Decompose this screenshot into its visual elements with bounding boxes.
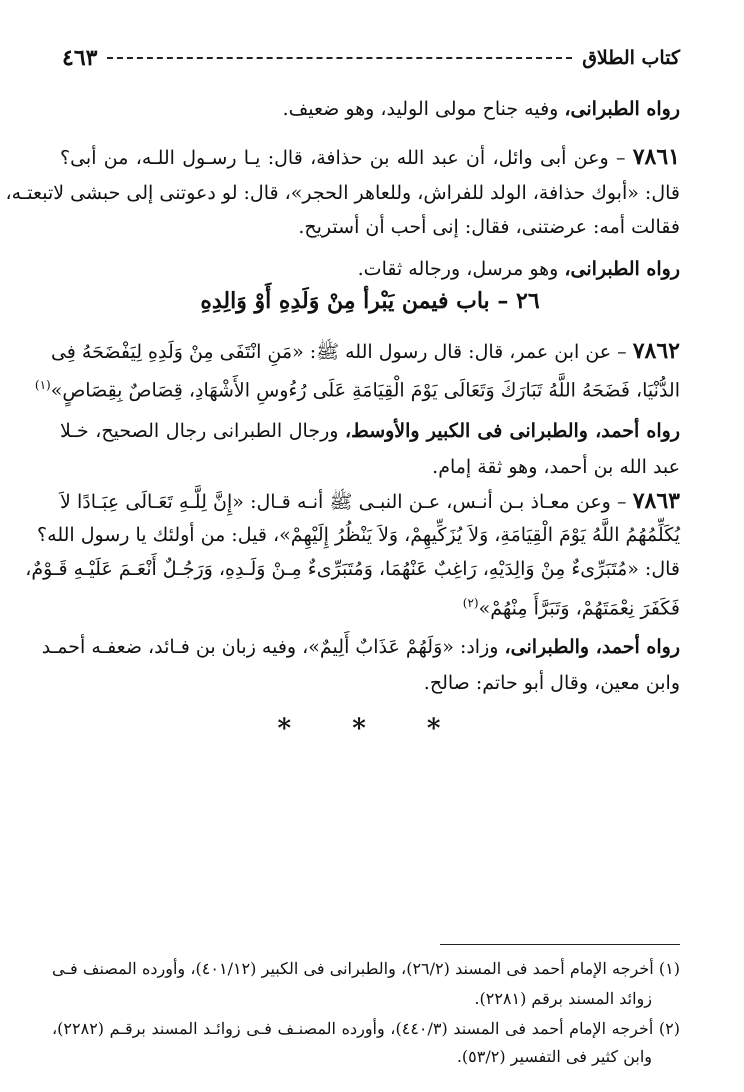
section-title: ٢٦ – باب فيمن يَبْرأ مِنْ وَلَدِهِ أَوْ وَالِدِهِ: [200, 288, 540, 314]
text-line: الدُّنْيَا، فَضَحَهُ اللَّهُ تَبَارَكَ وَتَعَالَى يَوْمَ الْقِيَامَةِ عَلَى رُءُوسِ الأَشْهَادِ، قِصَاصٌ بِقِصَاصٍ»$^{(١)}$: [34, 378, 680, 402]
footnote-ref: (٢): [462, 596, 479, 610]
text-line: فَكَفَرَ نِعْمَتَهُمْ، وَتَبَرَّأَ مِنْهُمْ»$^{(٢)}$: [462, 596, 680, 620]
hadith-7862-line: ٧٨٦٢ – عن ابن عمر، قال: قال رسول الله ﷺ: «مَنِ انْتَفَى مِنْ وَلَدِهِ لِيَفْضَحَهُ فِى: [50, 338, 680, 364]
text-line: عبد الله بن أحمد، وهو ثقة إمام.: [432, 456, 680, 478]
hadith-number: ٧٨٦٢: [632, 338, 680, 364]
page-number: ٤٦٣: [62, 45, 98, 71]
text-line: رواه أحمد، والطبرانى، وزاد: «وَلَهُمْ عَذَابٌ أَلِيمٌ»، وفيه زبان بن فـائد، ضعفـه أحمـد: [41, 636, 680, 658]
text-line: وابن معين، وقال أبو حاتم: صالح.: [423, 672, 680, 694]
hadith-7863-line: ٧٨٦٣ – وعن معـاذ بـن أنـس، عـن النبـى ﷺ أنـه قـال: «إِنَّ لِلَّـهِ تَعَـالَى عِبَـادًا لاَ: [60, 488, 680, 514]
text-line: رواه الطبرانى، وفيه جناح مولى الوليد، وهو ضعيف.: [282, 98, 680, 120]
footnote-rule: [440, 944, 680, 945]
text-line: قال: «أبوك حذافة، الولد للفراش، وللعاهر الحجر»، قال: لو دعوتنى إلى حبشى لاتبعتـه،: [5, 182, 680, 204]
text-line: يُكَلِّمُهُمُ اللَّهُ يَوْمَ الْقِيَامَةِ، وَلاَ يُزَكِّيهِمْ، وَلاَ يَنْظُرُ إِلَيْهِمْ»، قيل: من أولئك يا رسول الله؟: [37, 524, 680, 546]
footnote-1: (١) أخرجه الإمام أحمد فى المسند (٢٦/٢)، والطبرانى فى الكبير (٤٠١/١٢)، وأورده المصنف فـى: [52, 959, 680, 978]
footnote-2-cont: وابن كثير فى التفسير (٥٣/٢).: [456, 1047, 652, 1066]
hadith-7861-line: ٧٨٦١ – وعن أبى وائل، أن عبد الله بن حذافة، قال: يـا رسـول اللـه، من أبى؟: [60, 144, 680, 170]
hadith-number: ٧٨٦٣: [632, 488, 680, 514]
narrator-attribution: رواه أحمد، والطبرانى فى الكبير والأوسط،: [345, 420, 680, 442]
narrator-attribution: رواه الطبرانى،: [564, 258, 680, 280]
footnote-1-cont: زوائد المسند برقم (٢٢٨١).: [474, 989, 652, 1008]
footnote-2: (٢) أخرجه الإمام أحمد فى المسند (٤٤٠/٣)، وأورده المصنـف فـى زوائـد المسند برقـم (٢٢٨٢)،: [52, 1019, 680, 1038]
text-line: قال: «مُتَبَرِّىءٌ مِنْ وَالِدَيْهِ، رَاغِبٌ عَنْهُمَا، وَمُتَبَرِّىءٌ مِـنْ وَلَـدِهِ، وَرَجُـلٌ أَنْعَـمَ عَلَيْـهِ قَـوْمٌ،: [25, 558, 680, 580]
text-line: رواه أحمد، والطبرانى فى الكبير والأوسط، ورجال الطبرانى رجال الصحيح، خـلا: [60, 420, 680, 442]
text-line: رواه الطبرانى، وهو مرسل، ورجاله ثقات.: [357, 258, 680, 280]
narrator-attribution: رواه الطبرانى،: [564, 98, 680, 120]
narrator-attribution: رواه أحمد، والطبرانى،: [504, 636, 680, 658]
section-separator: * * *: [277, 714, 467, 744]
text-line: فقالت أمه: عرضتنى، فقال: إنى أحب أن أستريح.: [298, 216, 680, 238]
footnote-ref: (١): [34, 378, 51, 392]
running-header: [62, 38, 680, 78]
header-dashed-rule: [107, 57, 572, 59]
hadith-number: ٧٨٦١: [632, 144, 680, 170]
chapter-title: كتاب الطلاق: [582, 47, 680, 69]
